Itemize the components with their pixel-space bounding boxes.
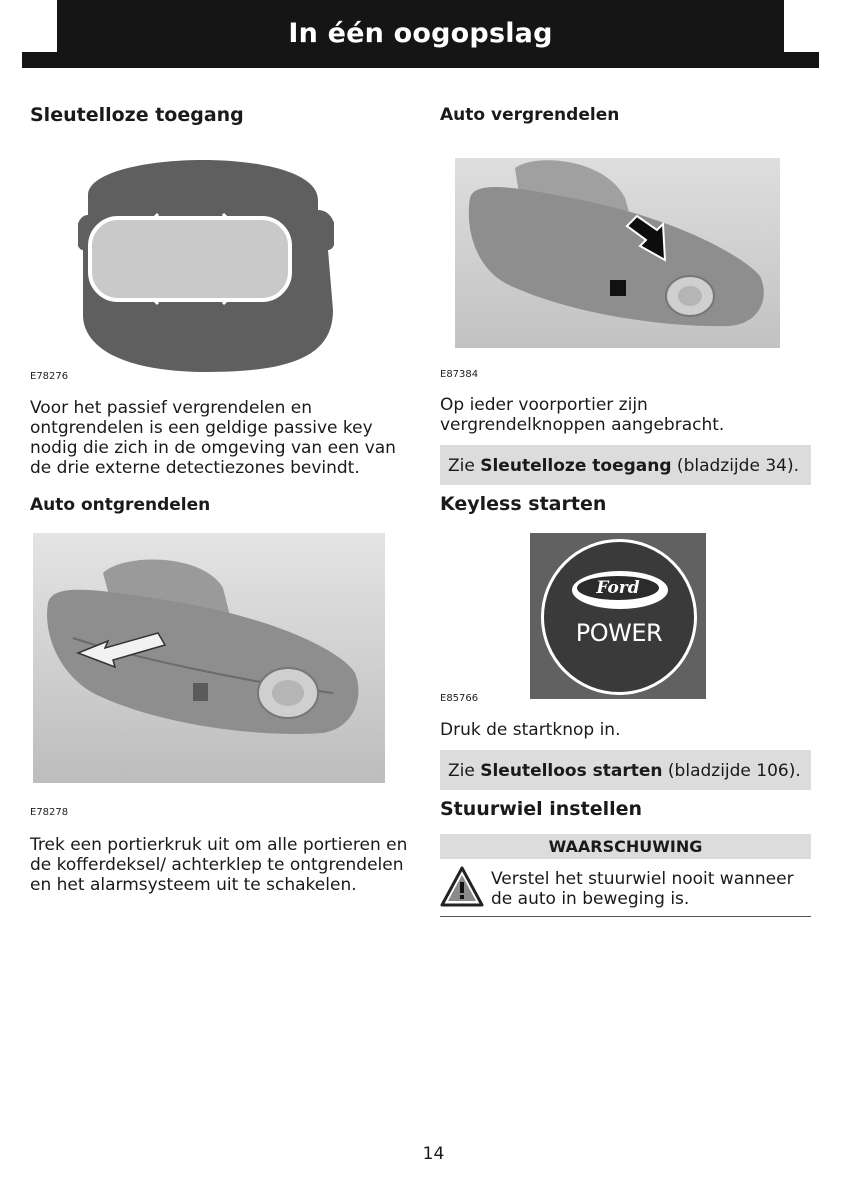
- start-note-ref: Sleutelloos starten: [480, 761, 663, 781]
- unlock-paragraph: Trek een portierkruk uit om alle portieren en de kofferdeksel/ achterklep te ontgrendelen en het alarmsysteem uit te schakelen.: [30, 835, 408, 895]
- page-number: 14: [422, 1144, 445, 1164]
- lock-note: Zie Sleutelloze toegang (bladzijde 34).: [440, 445, 811, 485]
- power-label: POWER: [575, 619, 663, 647]
- lock-paragraph: Op ieder voorportier zijn vergrendelknoppen aangebracht.: [440, 395, 725, 435]
- keyless-access-heading: Sleutelloze toegang: [30, 104, 244, 126]
- keyless-zones-illustration: [78, 140, 334, 380]
- power-button-illustration: [530, 533, 706, 699]
- start-note: Zie Sleutelloos starten (bladzijde 106).: [440, 750, 811, 790]
- figure-code: E85766: [440, 693, 479, 704]
- figure-code: E78276: [30, 371, 69, 382]
- header-rule: [22, 52, 819, 68]
- power-button: [541, 539, 697, 695]
- ford-logo: [572, 571, 668, 609]
- unlock-heading: Auto ontgrendelen: [30, 495, 211, 515]
- warning-divider: [440, 916, 811, 917]
- warning-text: Verstel het stuurwiel nooit wanneer de auto in beweging is.: [491, 869, 794, 909]
- door-handle-unlock-illustration: [33, 533, 385, 783]
- steering-heading: Stuurwiel instellen: [440, 798, 643, 820]
- keyless-start-heading: Keyless starten: [440, 493, 607, 515]
- page-title: In één oogopslag: [288, 18, 553, 49]
- keyless-paragraph: Voor het passief vergrendelen en ontgrendelen is een geldige passive key nodig die zich in de omgeving van een van de drie externe detectiezones bevindt.: [30, 398, 396, 478]
- ford-logo-text: Ford: [577, 576, 659, 600]
- warning-icon: [440, 866, 484, 908]
- door-handle-lock-illustration: [455, 158, 780, 348]
- start-paragraph: Druk de startknop in.: [440, 720, 621, 740]
- lock-note-ref: Sleutelloze toegang: [480, 456, 672, 476]
- figure-code: E78278: [30, 807, 69, 818]
- lock-heading: Auto vergrendelen: [440, 105, 620, 125]
- warning-header: WAARSCHUWING: [440, 834, 811, 859]
- figure-code: E87384: [440, 369, 479, 380]
